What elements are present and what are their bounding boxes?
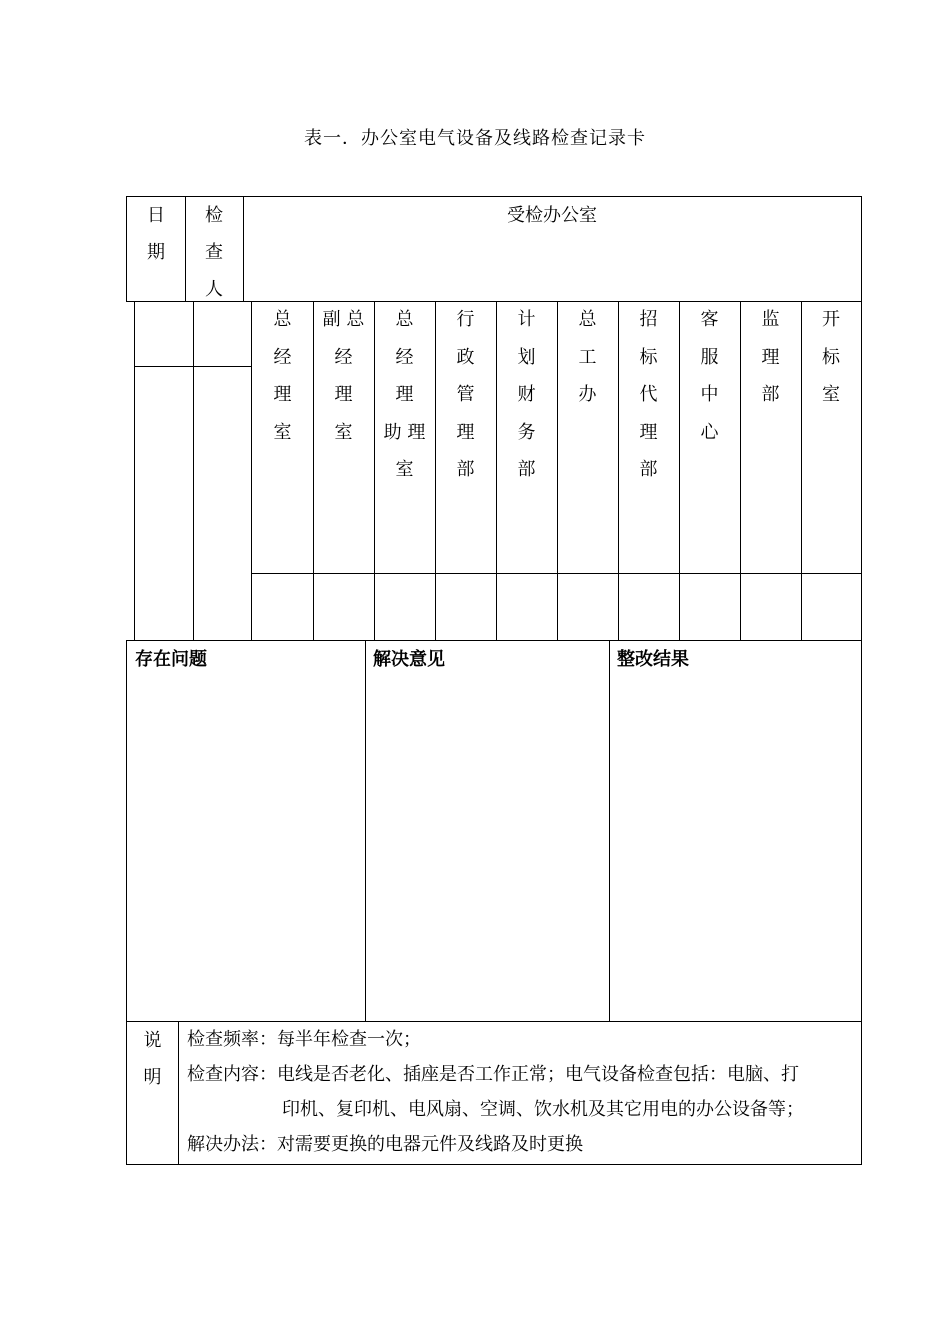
department-label: 监 理 部 (761, 309, 780, 405)
department-column (801, 301, 862, 641)
note-solution: 解决办法：对需要更换的电器元件及线路及时更换 (187, 1134, 583, 1155)
solutions-cell (365, 640, 610, 1022)
inspector-entry-column (193, 301, 252, 641)
notes-label-cell (126, 1021, 179, 1165)
department-column (252, 301, 314, 641)
results-cell (609, 640, 862, 1022)
department-column (557, 301, 619, 641)
inspector-header-cell (185, 196, 244, 302)
office-label: 受检办公室 (507, 205, 597, 226)
department-label: 总 工 办 (578, 309, 597, 405)
department-column (740, 301, 802, 641)
date-header-cell (126, 196, 186, 302)
department-label: 计 划 财 务 部 (517, 309, 536, 480)
department-column (618, 301, 680, 641)
department-column (679, 301, 741, 641)
department-column (374, 301, 436, 641)
notes-label: 说 明 (143, 1030, 162, 1088)
department-label: 行 政 管 理 部 (456, 309, 475, 480)
department-label: 副 总 经 理 室 (322, 309, 365, 443)
department-entry-divider (252, 573, 862, 574)
department-label: 总 经 理 室 (273, 309, 292, 443)
inspector-label: 检 查 人 (205, 205, 223, 300)
department-column (496, 301, 558, 641)
results-label: 整改结果 (617, 649, 689, 670)
department-column (313, 301, 375, 641)
note-content-continued: 印机、复印机、电风扇、空调、饮水机及其它用电的办公设备等； (282, 1099, 804, 1120)
problems-cell (126, 640, 366, 1022)
department-column (435, 301, 497, 641)
date-entry-column (134, 301, 194, 641)
entry-divider (134, 366, 252, 367)
department-label: 开 标 室 (822, 309, 840, 405)
department-label: 招 标 代 理 部 (639, 309, 658, 480)
problems-label: 存在问题 (135, 649, 207, 670)
department-label: 总 经 理 助 理 室 (383, 309, 426, 480)
department-label: 客 服 中 心 (700, 309, 719, 443)
office-header-cell (243, 196, 862, 302)
notes-content-cell (178, 1021, 862, 1165)
date-label: 日 期 (147, 205, 165, 263)
note-content: 检查内容：电线是否老化、插座是否工作正常；电气设备检查包括：电脑、打 (187, 1064, 799, 1085)
note-frequency: 检查频率：每半年检查一次； (187, 1029, 421, 1050)
page-title: 表一．办公室电气设备及线路检查记录卡 (304, 128, 646, 149)
solutions-label: 解决意见 (373, 649, 445, 670)
